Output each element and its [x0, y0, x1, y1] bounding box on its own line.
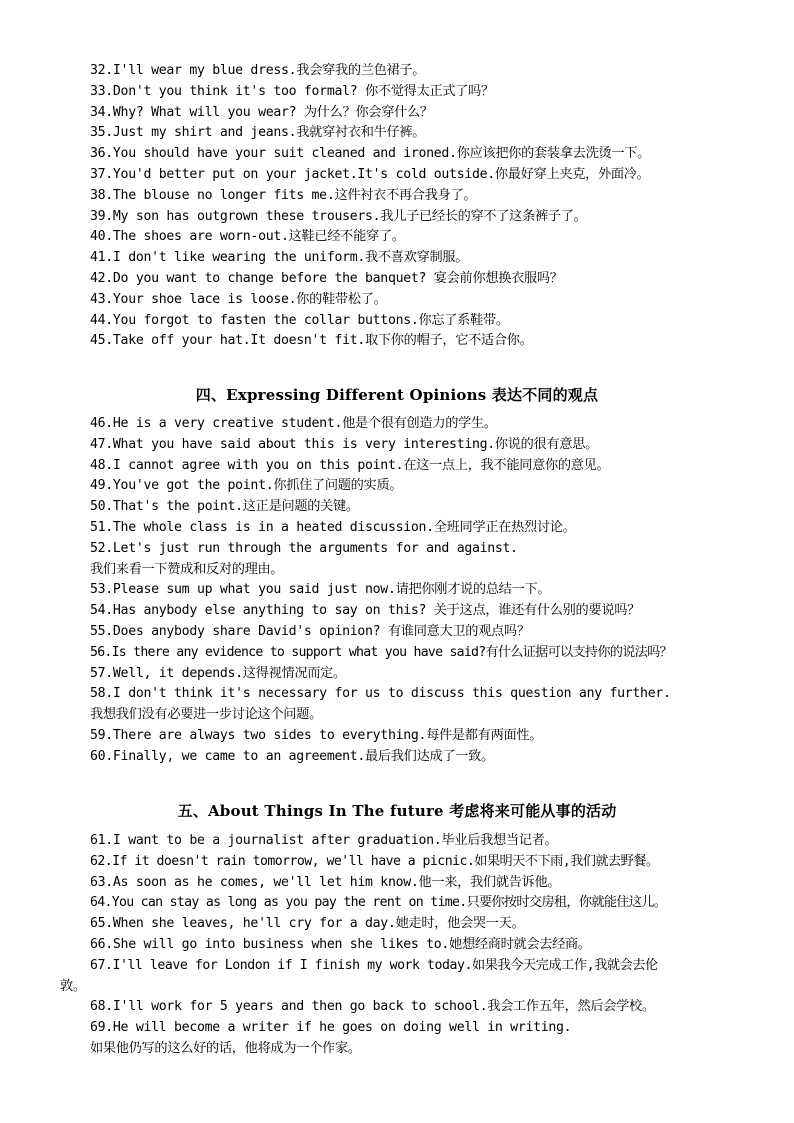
sentence-49: 49.You've got the point.你抓住了问题的实质。 — [90, 478, 403, 494]
sentence-44: 44.You forgot to fasten the collar buttons.你忘了系鞋带。 — [90, 312, 509, 328]
section-heading-opinions: 四、Expressing Different Opinions 表达不同的观点 — [195, 386, 599, 404]
sentence-69-translation: 如果他仍写的这么好的话，他将成为一个作家。 — [90, 1040, 361, 1056]
sentence-42: 42.Do you want to change before the banquet? 宴会前你想换衣服吗？ — [90, 270, 563, 286]
sentence-50: 50.That's the point.这正是问题的关键。 — [90, 499, 359, 515]
sentence-39: 39.My son has outgrown these trousers.我儿子已经长的穿不了这条裤子了。 — [90, 208, 587, 224]
sentence-64: 64.You can stay as long as you pay the rent on time.只要你按时交房租，你就能住这儿。 — [90, 895, 667, 911]
sentence-69: 69.He will become a writer if he goes on doing well in writing. — [90, 1020, 572, 1036]
sentence-55: 55.Does anybody share David's opinion? 有谁同意大卫的观点吗？ — [90, 623, 530, 639]
sentence-63: 63.As soon as he comes, we'll let him know.他一来，我们就告诉他。 — [90, 874, 561, 890]
sentence-41: 41.I don't like wearing the uniform.我不喜欢穿制服。 — [90, 250, 469, 266]
sentence-61: 61.I want to be a journalist after graduation.毕业后我想当记者。 — [90, 833, 558, 848]
sentence-68: 68.I'll work for 5 years and then go back to school.我会工作五年，然后会学校。 — [90, 999, 655, 1015]
sentence-32: 32.I'll wear my blue dress.我会穿我的兰色裙子。 — [90, 63, 426, 78]
sentence-57: 57.Well, it depends.这得视情况而定。 — [90, 665, 346, 681]
sentence-48: 48.I cannot agree with you on this point.在这一点上，我不能同意你的意见。 — [90, 457, 610, 473]
sentence-58-translation: 我想我们没有必要进一步讨论这个问题。 — [90, 707, 322, 723]
sentence-67: 67.I'll leave for London if I finish my work today.如果我今天完成工作,我就会去伦 — [90, 957, 658, 973]
sentence-59: 59.There are always two sides to everything.每件是都有两面性。 — [90, 727, 543, 743]
sentence-65: 65.When she leaves, he'll cry for a day.她走时，他会哭一天。 — [90, 916, 525, 932]
sentence-list-opinions — [60, 414, 740, 768]
sentence-37: 37.You'd better put on your jacket.It's cold outside.你最好穿上夹克，外面冷。 — [90, 166, 650, 182]
sentence-34: 34.Why? What will you wear? 为什么？你会穿什么？ — [90, 104, 433, 120]
sentence-35: 35.Just my shirt and jeans.我就穿衬衣和牛仔裤。 — [90, 125, 426, 141]
sentence-33: 33.Don't you think it's too formal? 你不觉得太正式了吗？ — [90, 83, 494, 99]
sentence-54: 54.Has anybody else anything to say on this? 关于这点，谁还有什么别的要说吗？ — [90, 603, 640, 619]
sentence-list-clothing — [60, 61, 740, 352]
sentence-58: 58.I don't think it's necessary for us to discuss this question any further. — [90, 686, 671, 702]
sentence-62: 62.If it doesn't rain tomorrow, we'll have a picnic.如果明天不下雨,我们就去野餐。 — [90, 853, 659, 869]
sentence-52: 52.Let's just run through the arguments for and against. — [90, 540, 518, 556]
sentence-43: 43.Your shoe lace is loose.你的鞋带松了。 — [90, 291, 387, 307]
sentence-47: 47.What you have said about this is very interesting.你说的很有意思。 — [90, 436, 598, 452]
section-heading-future: 五、About Things In The future 考虑将来可能从事的活动 — [177, 802, 617, 820]
sentence-46: 46.He is a very creative student.他是个很有创造力的学生。 — [90, 416, 497, 431]
sentence-36: 36.You should have your suit cleaned and ironed.你应该把你的套装拿去洗烫一下。 — [90, 146, 651, 162]
sentence-51: 51.The whole class is in a heated discussion.全班同学正在热烈讨论。 — [90, 519, 576, 535]
sentence-38: 38.The blouse no longer fits me.这件衬衣不再合我身了。 — [90, 187, 477, 203]
sentence-45: 45.Take off your hat.It doesn't fit.取下你的帽子，它不适合你。 — [90, 333, 533, 349]
sentence-list-future — [60, 831, 740, 1060]
sentence-67-continuation: 敦。 — [60, 978, 86, 994]
sentence-66: 66.She will go into business when she likes to.她想经商时就会去经商。 — [90, 936, 591, 952]
sentence-60: 60.Finally, we came to an agreement.最后我们达成了一致。 — [90, 748, 494, 764]
sentence-53: 53.Please sum up what you said just now.请把你刚才说的总结一下。 — [90, 582, 551, 598]
sentence-56: 56.Is there any evidence to support what you have said?有什么证据可以支持你的说法吗？ — [90, 644, 672, 660]
sentence-52-translation: 我们来看一下赞成和反对的理由。 — [90, 561, 284, 577]
sentence-40: 40.The shoes are worn-out.这鞋已经不能穿了。 — [90, 229, 405, 245]
